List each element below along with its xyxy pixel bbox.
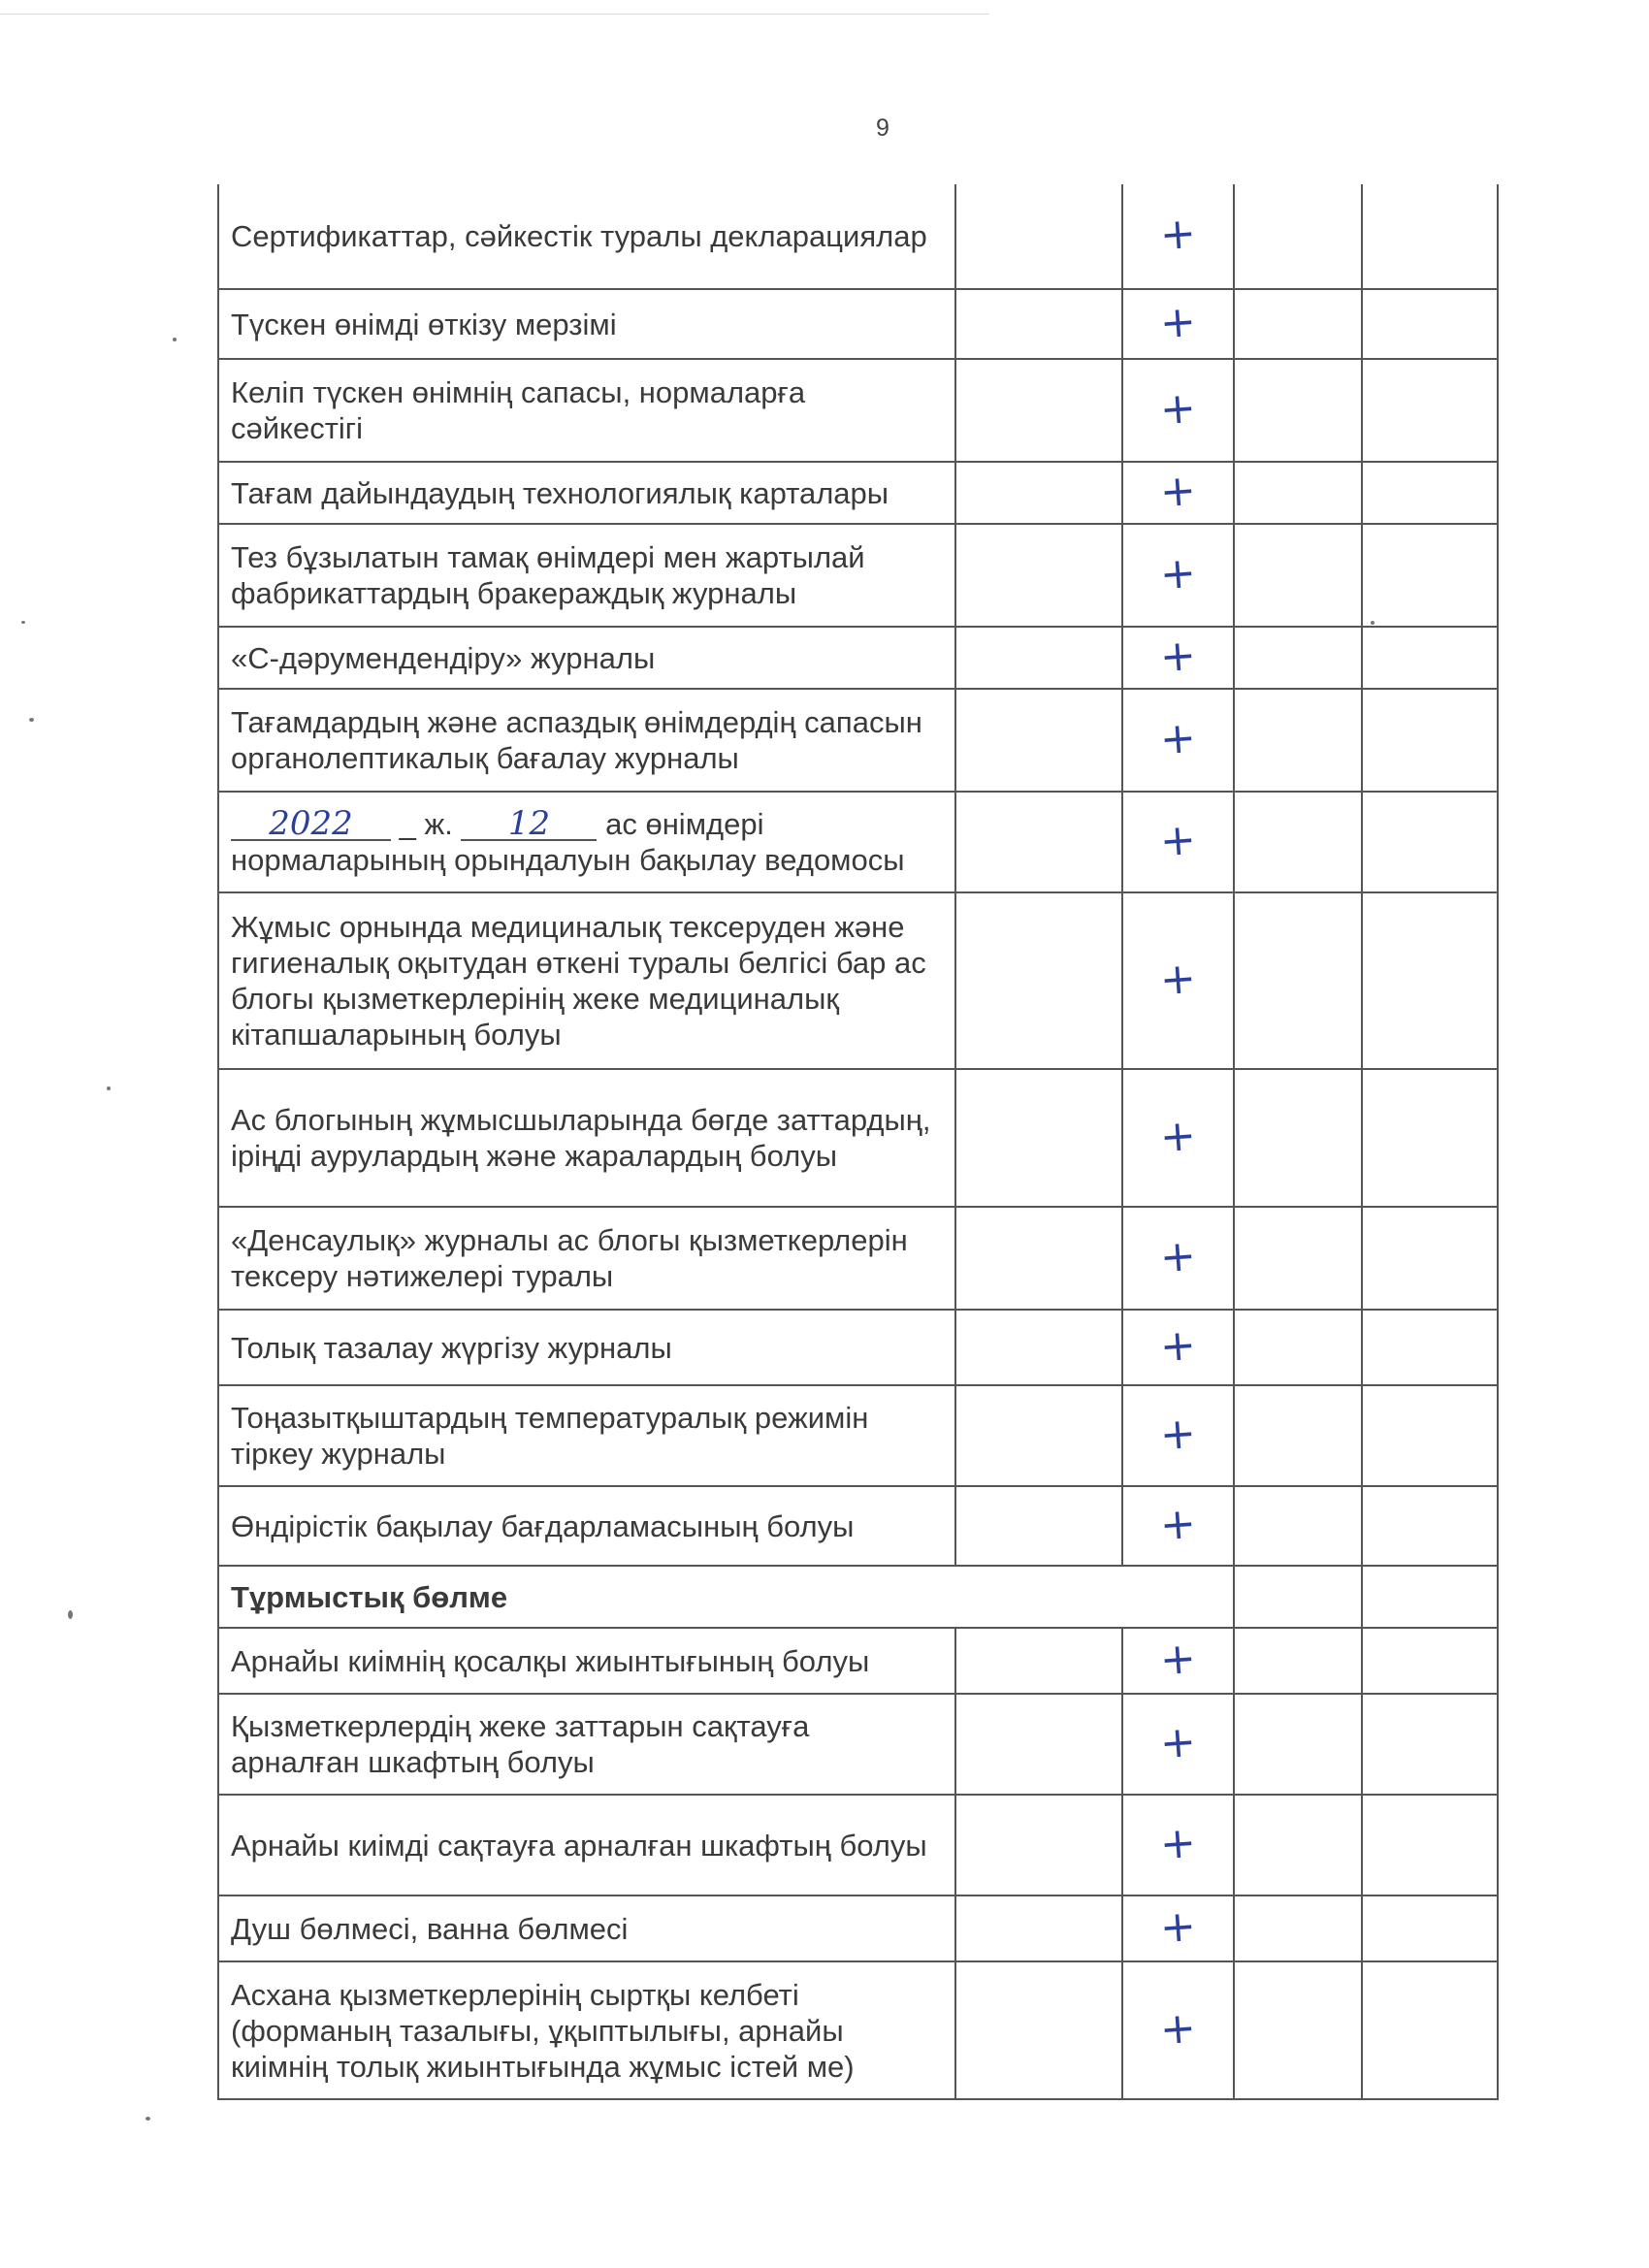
table-row [218,792,1498,892]
handwritten-plus-mark: + [1158,296,1198,348]
handwritten-plus-mark: + [1158,630,1198,682]
table-row [218,1895,1498,1961]
blank-cell [955,1795,1122,1895]
item-label: Тоңазытқыштардың температуралық режимін тіркеу журналы [218,1385,955,1486]
year-suffix: _ ж. [399,807,453,841]
blank-cell [1234,289,1362,359]
blank-cell [1234,1385,1362,1486]
item-label: Өндірістік бақылау бағдарламасының болуы [218,1486,955,1566]
handwritten-plus-mark: + [1158,382,1198,435]
blank-cell [955,1694,1122,1795]
item-label: «С-дәрумендендіру» журналы [218,627,955,689]
item-label: Түскен өнімді өткізу мерзімі [218,289,955,359]
scan-speck [21,621,25,624]
table-row [218,1310,1498,1385]
scan-speck [1371,621,1374,625]
scan-speck [146,2117,150,2121]
page-number: 9 [876,114,889,142]
blank-cell [1234,1566,1362,1628]
check-mark-cell [1122,1694,1234,1795]
table-row [218,627,1498,689]
check-mark-cell [1122,689,1234,792]
handwritten-plus-mark: + [1158,2002,1198,2055]
handwritten-plus-mark: + [1158,814,1198,866]
blank-cell [1362,289,1498,359]
blank-cell [955,689,1122,792]
blank-cell [955,1207,1122,1310]
table-row [218,289,1498,359]
handwritten-plus-mark: + [1158,1230,1198,1282]
blank-cell [1362,1486,1498,1566]
handwritten-plus-mark: + [1158,953,1198,1005]
table-row [218,689,1498,792]
dated-item-text: ас өнімдері [605,807,764,841]
blank-cell [1234,1795,1362,1895]
check-mark-cell [1122,1486,1234,1566]
blank-cell [955,1486,1122,1566]
table-row [218,1069,1498,1207]
blank-cell [955,1895,1122,1961]
blank-cell [1234,524,1362,627]
handwritten-plus-mark: + [1158,1110,1198,1162]
section-heading: Тұрмыстық бөлме [218,1566,1234,1628]
item-label: Тағам дайындаудың технологиялық карталары [218,462,955,524]
handwritten-plus-mark: + [1158,1716,1198,1768]
blank-cell [1362,1628,1498,1694]
item-label: Тез бұзылатын тамақ өнімдері мен жартылай фабрикаттардың бракераждық журналы [218,524,955,627]
blank-cell [1362,627,1498,689]
handwritten-plus-mark: + [1158,208,1198,261]
handwritten-plus-mark: + [1158,1900,1198,1953]
blank-cell [1234,1310,1362,1385]
check-mark-cell [1122,1628,1234,1694]
dated-item-label [218,792,955,892]
handwritten-year: 2022 [231,808,391,841]
table-row [218,1207,1498,1310]
blank-cell [1234,792,1362,892]
check-mark-cell [1122,1207,1234,1310]
check-mark-cell [1122,792,1234,892]
item-label: Душ бөлмесі, ванна бөлмесі [218,1895,955,1961]
blank-cell [1234,462,1362,524]
blank-cell [955,1385,1122,1486]
item-label: Тағамдардың және аспаздық өнімдердің сапасын органолептикалық бағалау журналы [218,689,955,792]
handwritten-plus-mark: + [1158,712,1198,764]
item-label: Жұмыс орнында медициналық тексеруден және гигиеналық оқытудан өткені туралы белгісі бар ас блогы қызметкерлерінің жеке медициналық кітапшаларының болуы [218,892,955,1069]
handwritten-plus-mark: + [1158,1633,1198,1685]
table-row [218,524,1498,627]
check-mark-cell [1122,1310,1234,1385]
check-mark-cell [1122,892,1234,1069]
blank-cell [1362,1069,1498,1207]
blank-cell [955,892,1122,1069]
check-mark-cell [1122,359,1234,462]
blank-cell [1362,1694,1498,1795]
item-label: Асхана қызметкерлерінің сыртқы келбеті (форманың тазалығы, ұқыптылығы, арнайы киімнің толық жиынтығында жұмыс істей ме) [218,1961,955,2099]
blank-cell [1362,462,1498,524]
table-row [218,462,1498,524]
handwritten-plus-mark: + [1158,465,1198,517]
handwritten-plus-mark: + [1158,1319,1198,1372]
table-row [218,1628,1498,1694]
handwritten-month: 12 [461,808,597,841]
check-mark-cell [1122,289,1234,359]
scan-speck [68,1610,73,1619]
table-row [218,1486,1498,1566]
blank-cell [1234,1069,1362,1207]
table-row [218,1961,1498,2099]
check-mark-cell [1122,1385,1234,1486]
table-row [218,1795,1498,1895]
item-label: Арнайы киімнің қосалқы жиынтығының болуы [218,1628,955,1694]
blank-cell [955,359,1122,462]
blank-cell [1234,1486,1362,1566]
check-mark-cell [1122,627,1234,689]
blank-cell [955,627,1122,689]
blank-cell [1234,1628,1362,1694]
blank-cell [1362,792,1498,892]
blank-cell [1234,1961,1362,2099]
blank-cell [1362,1961,1498,2099]
blank-cell [1234,689,1362,792]
handwritten-plus-mark: + [1158,547,1198,599]
table-row [218,359,1498,462]
check-mark-cell [1122,184,1234,289]
dated-item-text-line2: нормаларының орындалуын бақылау ведомосы [231,843,905,877]
blank-cell [955,524,1122,627]
item-label: Ас блогының жұмысшыларында бөгде заттардың, іріңді аурулардың және жаралардың болуы [218,1069,955,1207]
blank-cell [955,792,1122,892]
blank-cell [955,1628,1122,1694]
item-label: Толық тазалау жүргізу журналы [218,1310,955,1385]
blank-cell [1362,1310,1498,1385]
handwritten-plus-mark: + [1158,1498,1198,1550]
blank-cell [1362,1207,1498,1310]
blank-cell [955,462,1122,524]
checklist-table [217,184,1499,2100]
blank-cell [1362,1795,1498,1895]
table-row [218,1694,1498,1795]
scan-edge-line [0,14,989,15]
section-row [218,1566,1498,1628]
blank-cell [1234,1895,1362,1961]
check-mark-cell [1122,1069,1234,1207]
scan-speck [173,338,177,341]
blank-cell [1362,1895,1498,1961]
blank-cell [1362,1385,1498,1486]
blank-cell [955,1310,1122,1385]
blank-cell [1234,1694,1362,1795]
table-row [218,892,1498,1069]
check-mark-cell [1122,462,1234,524]
check-mark-cell [1122,1961,1234,2099]
handwritten-plus-mark: + [1158,1817,1198,1869]
blank-cell [1234,627,1362,689]
check-mark-cell [1122,1795,1234,1895]
table-row [218,1385,1498,1486]
blank-cell [1362,892,1498,1069]
check-mark-cell [1122,524,1234,627]
item-label: Арнайы киімді сақтауға арналған шкафтың болуы [218,1795,955,1895]
blank-cell [955,184,1122,289]
blank-cell [955,1961,1122,2099]
scan-speck [29,718,34,722]
item-label: «Денсаулық» журналы ас блогы қызметкерлерін тексеру нәтижелері туралы [218,1207,955,1310]
item-label: Келіп түскен өнімнің сапасы, нормаларға сәйкестігі [218,359,955,462]
blank-cell [1362,524,1498,627]
blank-cell [1362,1566,1498,1628]
blank-cell [1362,184,1498,289]
blank-cell [1234,184,1362,289]
blank-cell [1234,359,1362,462]
handwritten-plus-mark: + [1158,1408,1198,1460]
scan-speck [107,1086,111,1090]
blank-cell [1234,892,1362,1069]
blank-cell [1362,689,1498,792]
blank-cell [955,1069,1122,1207]
check-mark-cell [1122,1895,1234,1961]
item-label: Сертификаттар, сәйкестік туралы декларациялар [218,184,955,289]
blank-cell [955,289,1122,359]
blank-cell [1362,359,1498,462]
item-label: Қызметкерлердің жеке заттарын сақтауға арналған шкафтың болуы [218,1694,955,1795]
blank-cell [1234,1207,1362,1310]
table-row [218,184,1498,289]
